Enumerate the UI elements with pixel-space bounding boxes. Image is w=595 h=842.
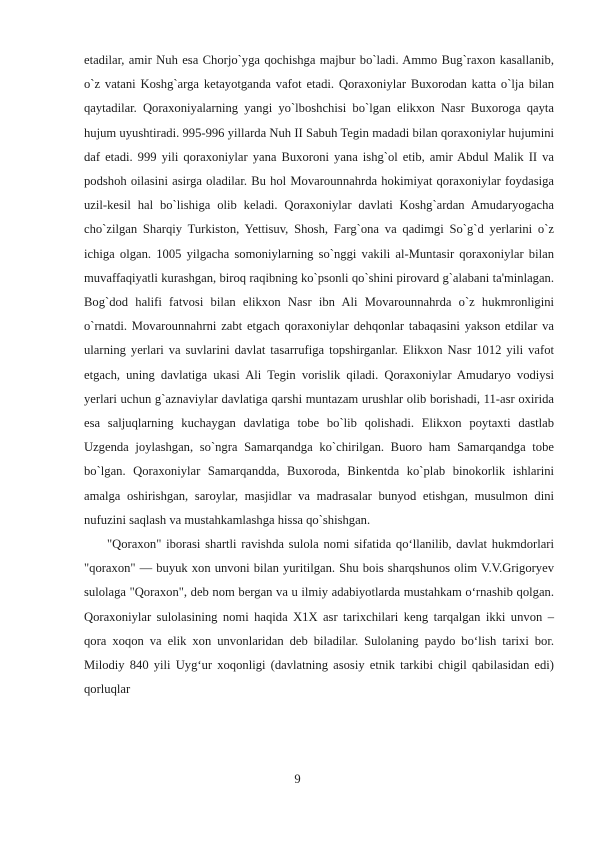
paragraph: etadilar, amir Nuh esa Chorjo`yga qochishga majbur bo`ladi. Ammo Bug`raxon kasallanib, o`z vatani Koshg`arga ketayotganda vafot etadi. Qoraxoniylar Buxorodan katta o`lja bilan qaytadilar. Qoraxoniyalarning yangi yo`lboshchisi bo`lgan elikxon Nasr Buxoroga qayta hujum uyushtiradi. 995-996 yillarda Nuh II Sabuh Tegin madadi bilan qoraxoniylar hujumini daf etadi. 999 yili qoraxoniylar yana Buxoroni yana ishg`ol etib, amir Abdul Malik II va podshoh oilasini asirga oladilar. Bu hol Movarounnahrda hokimiyat qoraxoniylar foydasiga uzil-kesil hal bo`lishiga olib keladi. Qoraxoniylar davlati Koshg`ardan Amudaryogacha cho`zilgan Sharqiy Turkiston, Yettisuv, Shosh, Farg`ona va qadimgi So`g`d yerlarini o`z ichiga olgan. 1005 yilgacha somoniylarning so`nggi vakili al-Muntasir qoraxoniylar bilan muvaffaqiyatli kurashgan, biroq raqibning ko`psonli qo`shini pirovard g`alabani ta'minlagan. Bog`dod halifi fatvosi bilan elikxon Nasr ibn Ali Movarounnahrda o`z hukmronligini o`rnatdi. Movarounnahrni zabt etgach qoraxoniylar dehqonlar tabaqasini yakson etdilar va ularning yerlari va suvlarini davlat tasarrufiga topshirganlar. Elikxon Nasr 1012 yili vafot etgach, uning davlatiga ukasi Ali Tegin vorislik qiladi. Qoraxoniylar Amudaryo vodiysi yerlari uchun g`aznaviylar davlatiga qarshi muntazam urushlar olib borishadi, 11-asr oxirida esa saljuqlarning kuchaygan davlatiga tobe bo`lib qolishadi. Elikxon poytaxti dastlab Uzgenda joylashgan, so`ngra Samarqandga ko`chirilgan. Buoro ham Samarqandga tobe bo`lgan. Qoraxoniylar Samarqandda, Buxoroda, Binkentda ko`plab binokorlik ishlarini amalga oshirishgan, saroylar, masjidlar va madrasalar bunyod etishgan, musulmon dini nufuzini saqlash va mustahkamlashga hissa qo`shishgan.	[84, 53, 554, 527]
paragraph: "Qoraxon" iborasi shartli ravishda sulola nomi sifatida qo‘llanilib, davlat hukmdorlari "qoraxon" — buyuk xon unvoni bilan yuritilgan. Shu bois sharqshunos olim V.V.Grigoryev sulolaga "Qoraxon", deb nom bergan va u ilmiy adabiyotlarda mustahkam o‘rnashib qolgan. Qoraxoniylar sulolasining nomi haqida X1X asr tarixchilari keng tarqalgan ikki unvon – qora xoqon va elik xon unvonlaridan deb biladilar. Sulolaning paydo bo‘lish tarixi bor. Milodiy 840 yili Uyg‘ur xoqonligi (davlatning asosiy etnik tarkibi chigil qabilasidan edi) qorluqlar	[84, 537, 554, 697]
page-number: 9	[294, 772, 301, 786]
body-text	[84, 48, 554, 701]
